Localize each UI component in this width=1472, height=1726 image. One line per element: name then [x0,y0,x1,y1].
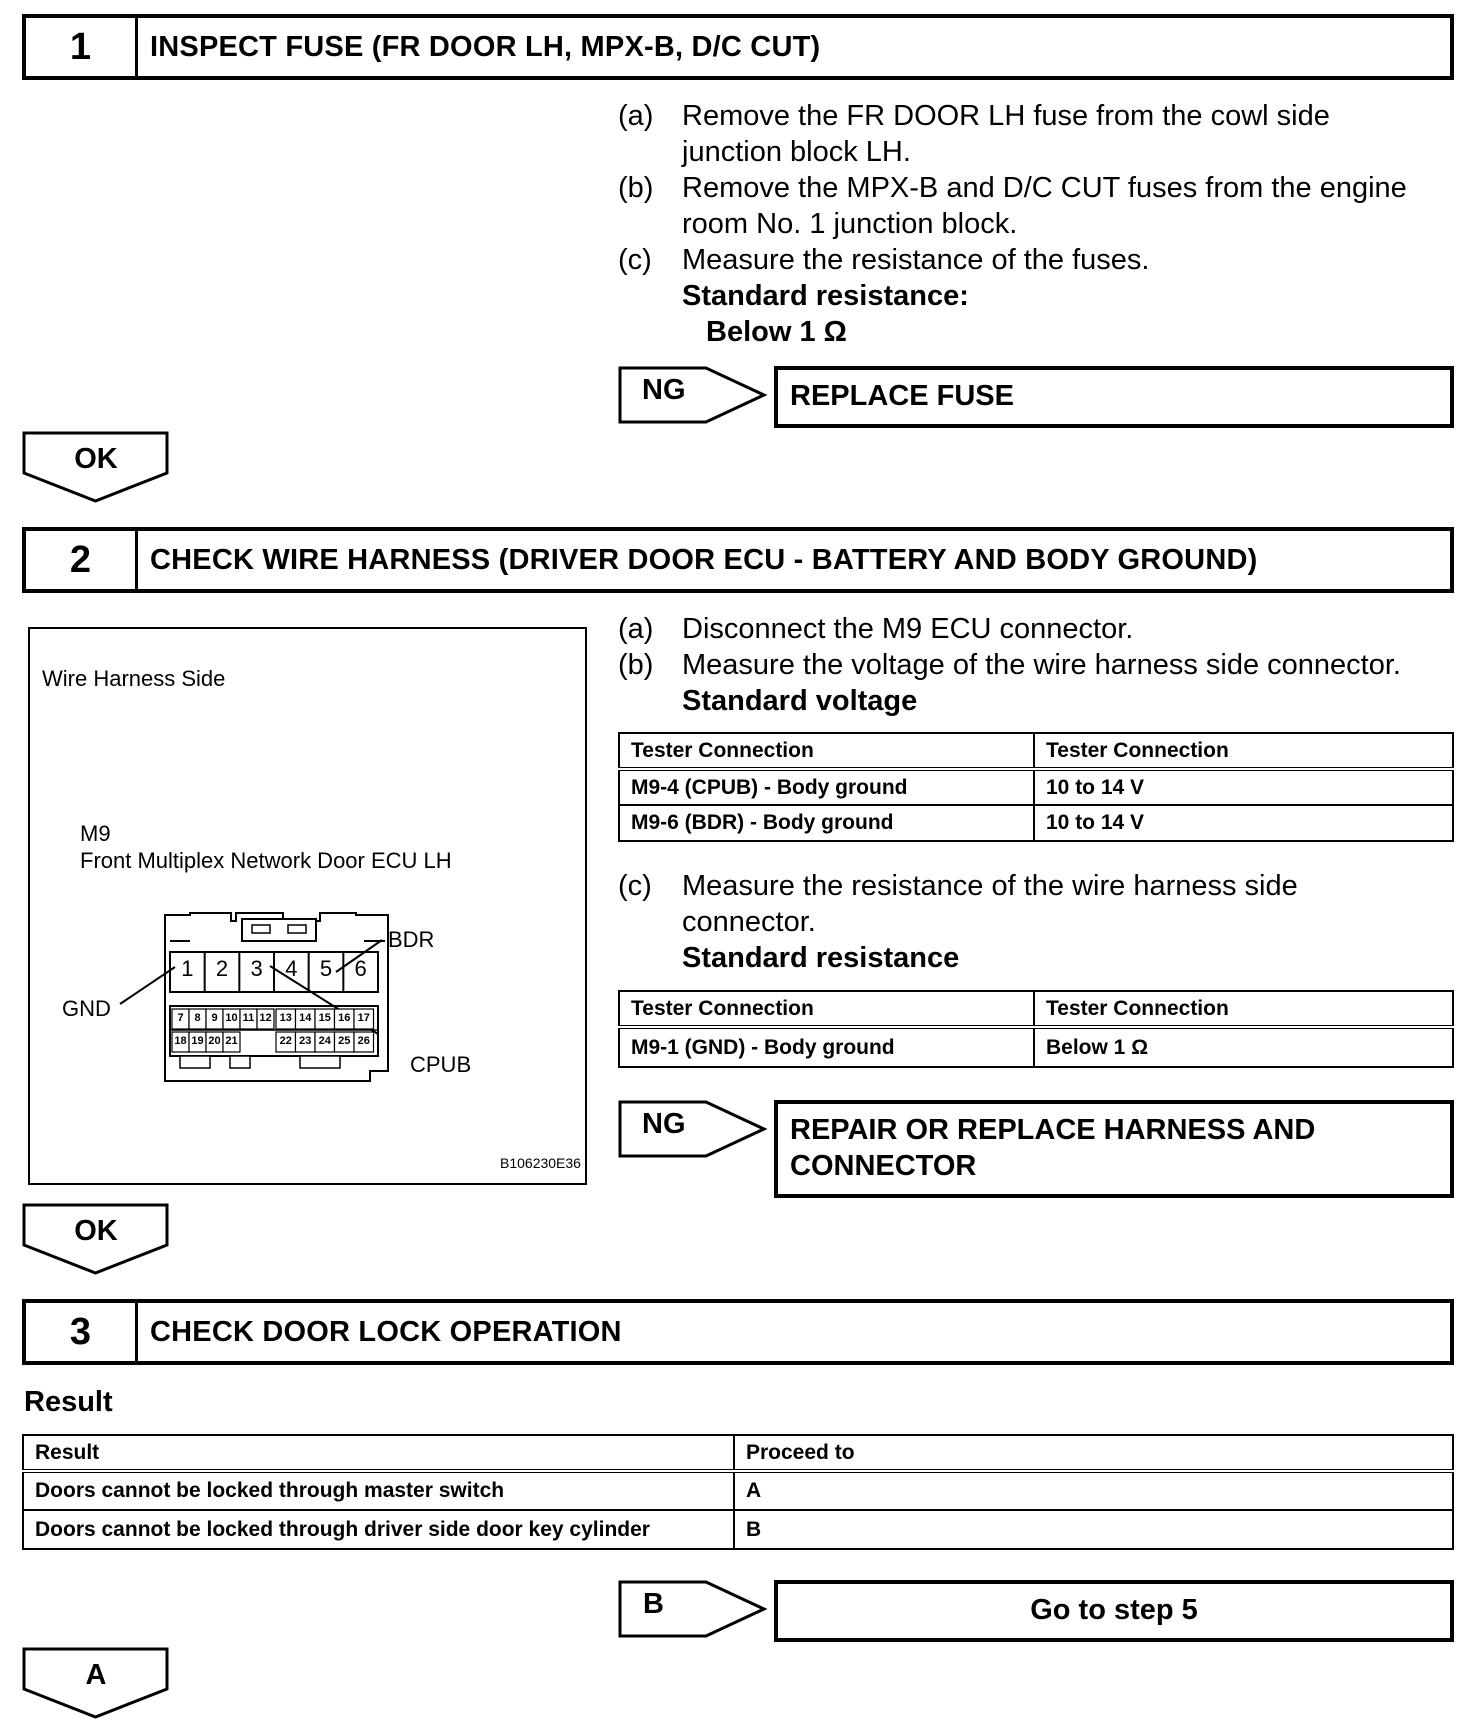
result-heading: Result [24,1386,113,1418]
step-number: 2 [26,531,138,589]
connector-pin-label: 6 [354,956,367,981]
table-header-row [23,1435,1453,1471]
instruction-text: Measure the voltage of the wire harness side connector. [682,649,1401,681]
connector-pin-label: 5 [319,956,333,981]
connector-pin-label: 4 [285,956,298,981]
standard-label: Standard voltage [682,685,918,717]
instruction-text: Measure the resistance of the wire harness side [682,870,1298,902]
ok-label: OK [74,443,118,475]
item-label: (b) [618,649,654,681]
step-number: 3 [26,1303,138,1361]
table-header-row [619,733,1453,769]
table-cell: M9-1 (GND) - Body ground [619,1027,1034,1067]
table-cell: M9-4 (CPUB) - Body ground [619,769,1034,805]
table-header: Tester Connection [1034,733,1453,769]
connector-pin-label: 12 [259,1012,272,1024]
connector-pin-label: 8 [194,1012,201,1024]
table-cell: 10 to 14 V [1034,769,1453,805]
connector-id: M9 [80,821,111,846]
connector-pin-label: 16 [338,1012,351,1024]
b-arrow-icon [618,1580,768,1638]
step-2-header [22,527,1454,593]
pin-label-bdr: BDR [388,927,435,952]
step-2-instructions-c [618,868,1458,978]
ng-action-text: REPLACE FUSE [790,380,1014,412]
instruction-text: Remove the MPX-B and D/C CUT fuses from the engine [682,172,1407,204]
connector-pin-label: 13 [279,1012,292,1024]
connector-pin-label: 25 [338,1035,351,1047]
connector-pin-label: 10 [225,1012,238,1024]
step-number: 1 [26,18,138,76]
table-cell: 10 to 14 V [1034,805,1453,841]
connector-pin-label: 17 [357,1012,370,1024]
connector-pin-label: 11 [242,1012,255,1024]
instruction-text: junction block LH. [682,136,911,168]
table-header: Tester Connection [1034,991,1453,1027]
table-header-row [619,991,1453,1027]
b-label: B [643,1588,664,1620]
ng-action-box [774,1100,1454,1198]
connector-pin-label: 22 [279,1035,292,1047]
instruction-text: Disconnect the M9 ECU connector. [682,613,1134,645]
step-title: CHECK DOOR LOCK OPERATION [150,1315,622,1348]
connector-pin-label: 19 [191,1035,204,1047]
connector-pin-label: 2 [215,956,229,981]
step-3-header [22,1299,1454,1365]
step-1-instructions [618,98,1458,358]
connector-drawing [30,629,585,1183]
item-label: (b) [618,172,654,204]
pin-label-gnd: GND [62,996,111,1021]
item-label: (a) [618,100,654,132]
standard-value: Below 1 Ω [706,316,847,348]
item-label: (c) [618,870,652,902]
connector-pin-label: 24 [318,1035,331,1047]
ng-action-box [774,366,1454,428]
resistance-table [618,990,1454,1068]
item-label: (a) [618,613,654,645]
ng-action-text: REPAIR OR REPLACE HARNESS AND [790,1114,1316,1146]
b-action-box [774,1580,1454,1642]
table-header: Proceed to [734,1435,1453,1471]
standard-label: Standard resistance [682,942,960,974]
step-1-header [22,14,1454,80]
ng-action-text: CONNECTOR [790,1150,977,1182]
item-label: (c) [618,244,652,276]
connector-pin-label: 21 [225,1035,238,1047]
ng-label: NG [642,374,686,406]
connector-diagram [28,627,587,1185]
connector-pin-label: 18 [174,1035,187,1047]
table-cell: Below 1 Ω [1034,1027,1453,1067]
table-row [619,769,1453,805]
connector-pin-label: 3 [250,956,263,981]
table-header: Result [23,1435,734,1471]
ok-label: OK [74,1215,118,1247]
result-table [22,1434,1454,1550]
diagram-side-label: Wire Harness Side [42,666,226,691]
connector-pin-label: 14 [299,1012,312,1024]
connector-pin-label: 7 [177,1012,184,1024]
table-cell: A [734,1471,1453,1510]
instruction-text: connector. [682,906,816,938]
table-row [23,1510,1453,1549]
table-cell: Doors cannot be locked through master switch [23,1471,734,1510]
instruction-text: Measure the resistance of the fuses. [682,244,1150,276]
voltage-table [618,732,1454,842]
ng-label: NG [642,1108,686,1140]
table-header: Tester Connection [619,991,1034,1027]
table-header: Tester Connection [619,733,1034,769]
instruction-text: room No. 1 junction block. [682,208,1018,240]
connector-name: Front Multiplex Network Door ECU LH [80,848,452,873]
connector-pin-label: 20 [208,1035,221,1047]
table-cell: Doors cannot be locked through driver side door key cylinder [23,1510,734,1549]
connector-pin-label: 23 [299,1035,312,1047]
instruction-text: Remove the FR DOOR LH fuse from the cowl side [682,100,1330,132]
ng-arrow-icon [618,1100,768,1158]
b-action-text: Go to step 5 [1030,1594,1198,1626]
connector-pin-label: 9 [211,1012,218,1024]
table-cell: M9-6 (BDR) - Body ground [619,805,1034,841]
pin-label-cpub: CPUB [410,1052,472,1077]
step-title: INSPECT FUSE (FR DOOR LH, MPX-B, D/C CUT) [150,30,821,63]
table-cell: B [734,1510,1453,1549]
figure-code: B106230E36 [500,1155,581,1171]
step-2-instructions-ab [618,611,1458,721]
connector-pin-label: 15 [318,1012,331,1024]
connector-pin-label: 1 [181,956,194,981]
step-title: CHECK WIRE HARNESS (DRIVER DOOR ECU - BATTERY AND BODY GROUND) [150,543,1258,576]
ng-arrow-icon [618,366,768,424]
connector-pin-label: 26 [357,1035,370,1047]
standard-label: Standard resistance: [682,280,969,312]
a-label: A [85,1659,107,1691]
table-row [23,1471,1453,1510]
table-row [619,805,1453,841]
table-row [619,1027,1453,1067]
